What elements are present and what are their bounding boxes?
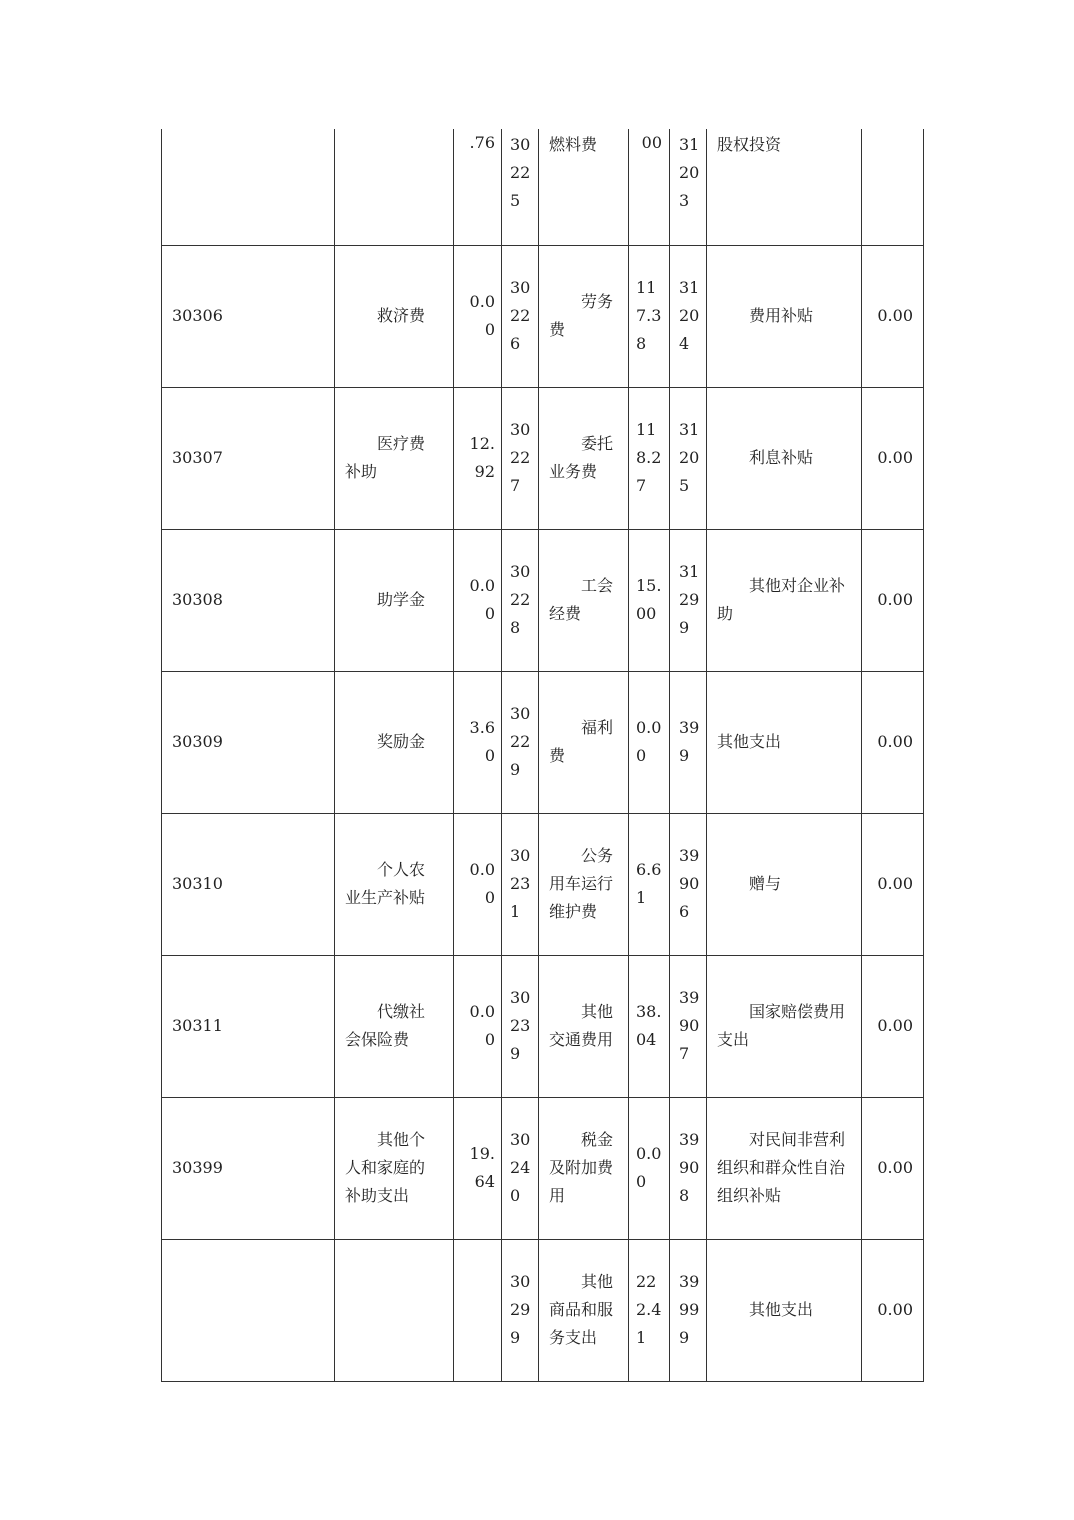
amount-cell: .76 — [454, 129, 502, 245]
item-name-cell: 委托业务费 — [539, 387, 629, 529]
item-name-cell — [335, 129, 454, 245]
amount-cell: 0.00 — [454, 245, 502, 387]
code-cell: 30229 — [502, 671, 539, 813]
amount-cell: 15.00 — [629, 529, 670, 671]
item-name-cell: 救济费 — [335, 245, 454, 387]
item-name-cell: 燃料费 — [539, 129, 629, 245]
code-cell: 39908 — [670, 1097, 707, 1239]
code-cell: 31299 — [670, 529, 707, 671]
code-cell: 30311 — [162, 955, 335, 1097]
item-name-cell: 其他对企业补助 — [707, 529, 862, 671]
table-row — [162, 387, 924, 529]
item-name-cell: 其他个人和家庭的补助支出 — [335, 1097, 454, 1239]
item-name-cell: 奖励金 — [335, 671, 454, 813]
item-name-cell — [335, 1239, 454, 1381]
item-name-cell: 股权投资 — [707, 129, 862, 245]
amount-cell: 0.00 — [862, 813, 924, 955]
amount-cell: 6.61 — [629, 813, 670, 955]
code-cell: 30226 — [502, 245, 539, 387]
table-row — [162, 529, 924, 671]
code-cell: 399 — [670, 671, 707, 813]
amount-cell: 0.00 — [862, 387, 924, 529]
amount-cell: 0.00 — [454, 529, 502, 671]
code-cell — [162, 129, 335, 245]
amount-cell — [454, 1239, 502, 1381]
code-cell: 30308 — [162, 529, 335, 671]
table-row — [162, 671, 924, 813]
item-name-cell: 费用补贴 — [707, 245, 862, 387]
item-name-cell: 税金及附加费用 — [539, 1097, 629, 1239]
code-cell: 30240 — [502, 1097, 539, 1239]
amount-cell: 222.41 — [629, 1239, 670, 1381]
amount-cell: 12.92 — [454, 387, 502, 529]
table-row — [162, 1239, 924, 1381]
amount-cell: 0.00 — [862, 671, 924, 813]
code-cell: 30227 — [502, 387, 539, 529]
item-name-cell: 代缴社会保险费 — [335, 955, 454, 1097]
code-cell: 30225 — [502, 129, 539, 245]
item-name-cell: 助学金 — [335, 529, 454, 671]
code-cell: 30239 — [502, 955, 539, 1097]
code-cell: 39907 — [670, 955, 707, 1097]
amount-cell: 00 — [629, 129, 670, 245]
item-name-cell: 其他交通费用 — [539, 955, 629, 1097]
item-name-cell: 其他支出 — [707, 1239, 862, 1381]
code-cell: 30310 — [162, 813, 335, 955]
amount-cell: 0.00 — [862, 955, 924, 1097]
amount-cell — [862, 129, 924, 245]
item-name-cell: 福利费 — [539, 671, 629, 813]
code-cell: 39906 — [670, 813, 707, 955]
item-name-cell: 其他支出 — [707, 671, 862, 813]
amount-cell: 117.38 — [629, 245, 670, 387]
item-name-cell: 其他商品和服务支出 — [539, 1239, 629, 1381]
code-cell: 39999 — [670, 1239, 707, 1381]
table-row — [162, 129, 924, 245]
table-row — [162, 1097, 924, 1239]
code-cell: 30309 — [162, 671, 335, 813]
item-name-cell: 工会经费 — [539, 529, 629, 671]
amount-cell: 0.00 — [862, 529, 924, 671]
item-name-cell: 国家赔偿费用支出 — [707, 955, 862, 1097]
code-cell: 30307 — [162, 387, 335, 529]
code-cell: 30299 — [502, 1239, 539, 1381]
amount-cell: 118.27 — [629, 387, 670, 529]
amount-cell: 3.60 — [454, 671, 502, 813]
table-row — [162, 813, 924, 955]
item-name-cell: 个人农业生产补贴 — [335, 813, 454, 955]
expenditure-table — [161, 129, 924, 1382]
item-name-cell: 对民间非营利组织和群众性自治组织补贴 — [707, 1097, 862, 1239]
amount-cell: 38.04 — [629, 955, 670, 1097]
amount-cell: 0.00 — [454, 813, 502, 955]
item-name-cell: 劳务费 — [539, 245, 629, 387]
code-cell: 30231 — [502, 813, 539, 955]
item-name-cell: 公务用车运行维护费 — [539, 813, 629, 955]
table-row — [162, 955, 924, 1097]
code-cell: 31203 — [670, 129, 707, 245]
amount-cell: 0.00 — [862, 1239, 924, 1381]
code-cell: 30306 — [162, 245, 335, 387]
item-name-cell: 医疗费补助 — [335, 387, 454, 529]
item-name-cell: 利息补贴 — [707, 387, 862, 529]
amount-cell: 19.64 — [454, 1097, 502, 1239]
item-name-cell: 赠与 — [707, 813, 862, 955]
code-cell: 30399 — [162, 1097, 335, 1239]
amount-cell: 0.00 — [454, 955, 502, 1097]
amount-cell: 0.00 — [862, 245, 924, 387]
table-row — [162, 245, 924, 387]
amount-cell: 0.00 — [629, 1097, 670, 1239]
amount-cell: 0.00 — [629, 671, 670, 813]
amount-cell: 0.00 — [862, 1097, 924, 1239]
code-cell: 31205 — [670, 387, 707, 529]
code-cell: 31204 — [670, 245, 707, 387]
code-cell — [162, 1239, 335, 1381]
code-cell: 30228 — [502, 529, 539, 671]
